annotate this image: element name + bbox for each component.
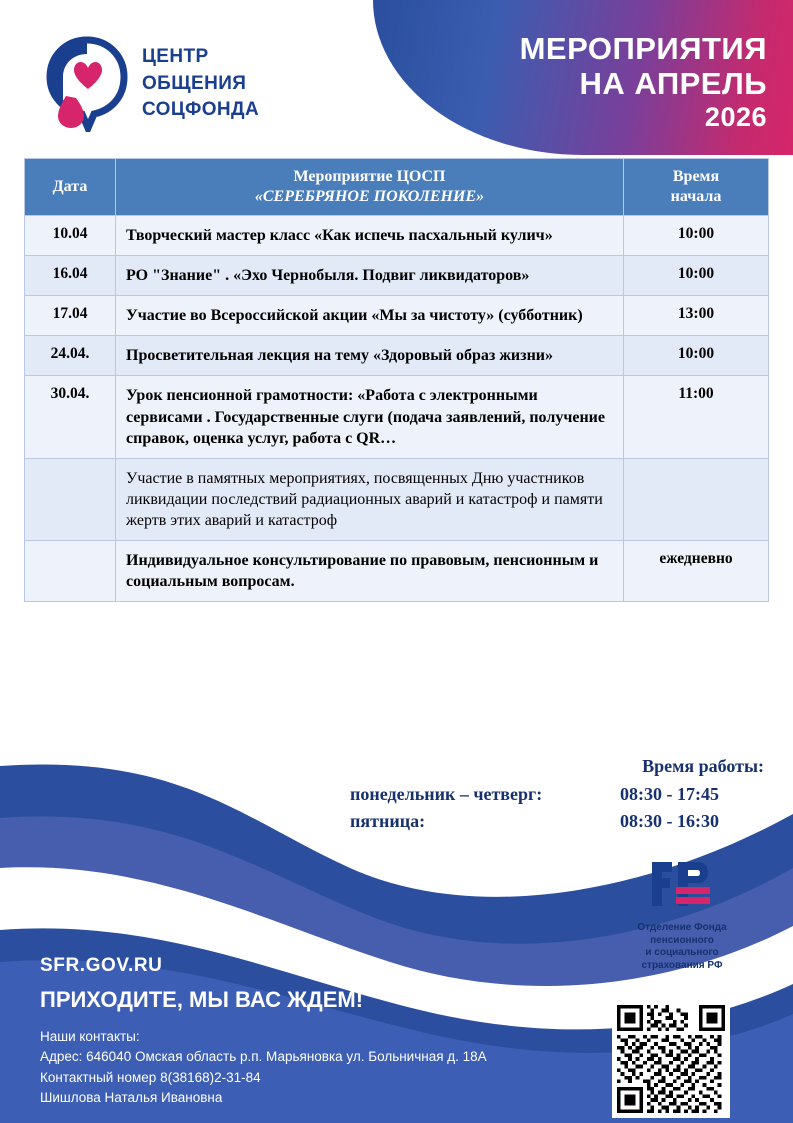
sfr-caption-line-2: пенсионного: [650, 934, 714, 946]
working-hours-row: [300, 784, 770, 805]
cell-event: Индивидуальное консультирование по правовым, пенсионным и социальным вопросам.: [116, 541, 624, 602]
center-communication-logo-icon: [44, 36, 130, 132]
table-header-row: [25, 159, 769, 216]
working-hours-row: [300, 811, 770, 832]
column-header-event-line-2: «СЕРЕБРЯНОЕ ПОКОЛЕНИЕ»: [254, 188, 485, 205]
column-header-event-line-1: Мероприятие ЦОСП: [293, 168, 446, 185]
cell-event: Участие в памятных мероприятиях, посвященных Дню участников ликвидации последствий радиационных аварий и катастроф и памяти жертв этих аварий и катастроф: [116, 458, 624, 540]
cell-event: РО "Знание" . «Эхо Чернобыля. Подвиг ликвидаторов»: [116, 256, 624, 296]
cell-time: 11:00: [624, 376, 769, 458]
contacts-title: Наши контакты:: [40, 1029, 140, 1044]
column-header-date: Дата: [25, 159, 116, 216]
working-hours-value: 08:30 - 17:45: [620, 784, 719, 804]
column-header-event: [116, 159, 624, 216]
column-header-time-line-1: Время: [672, 168, 720, 185]
contacts-person: Шишлова Наталья Ивановна: [40, 1089, 223, 1105]
cell-event: Просветительная лекция на тему «Здоровый образ жизни»: [116, 336, 624, 376]
website-url[interactable]: SFR.GOV.RU: [40, 955, 163, 976]
cell-date: [25, 458, 116, 540]
cell-event: Урок пенсионной грамотности: «Работа с электронными сервисами . Государственные слуги (подача заявлений, получение справок, оценка услуг, работа с QR…: [116, 376, 624, 458]
sfr-logo-icon: [646, 856, 712, 912]
page-title: [520, 32, 767, 133]
working-hours-value: 08:30 - 16:30: [620, 811, 719, 831]
working-hours-title: Время работы:: [642, 756, 764, 776]
cell-event: Творческий мастер класс «Как испечь пасхальный кулич»: [116, 216, 624, 256]
title-line-1: МЕРОПРИЯТИЯ: [519, 31, 767, 66]
cell-time: 10:00: [624, 216, 769, 256]
table-row: [25, 216, 769, 256]
cell-date: [25, 541, 116, 602]
cell-date: 10.04: [25, 216, 116, 256]
table-row: [25, 256, 769, 296]
cell-time: 13:00: [624, 296, 769, 336]
cell-date: 30.04.: [25, 376, 116, 458]
sfr-caption-line-3: и социального: [645, 947, 719, 958]
cell-time: 10:00: [624, 256, 769, 296]
column-header-time-line-2: начала: [670, 188, 722, 205]
working-hours-label: пятница:: [350, 811, 426, 831]
logo-line-3: СОЦФОНДА: [142, 99, 260, 121]
table-row: [25, 376, 769, 458]
logo-line-2: ОБЩЕНИЯ: [142, 72, 247, 94]
qr-code[interactable]: [612, 1000, 730, 1118]
cell-time: [624, 458, 769, 540]
logo: [44, 36, 259, 132]
slogan: ПРИХОДИТЕ, МЫ ВАС ЖДЕМ!: [40, 987, 364, 1012]
cell-date: 17.04: [25, 296, 116, 336]
events-table: [24, 158, 769, 602]
table-row: [25, 336, 769, 376]
title-line-2: НА АПРЕЛЬ: [579, 65, 767, 101]
sfr-caption-line-1: Отделение Фонда: [637, 922, 727, 933]
table-row: [25, 296, 769, 336]
column-header-time: [624, 159, 769, 216]
cell-event: Участие во Всероссийской акции «Мы за чистоту» (субботник): [116, 296, 624, 336]
table-body: [25, 216, 769, 602]
logo-line-1: ЦЕНТР: [142, 45, 209, 67]
title-line-3: 2026: [704, 102, 767, 133]
cell-time: 10:00: [624, 336, 769, 376]
sfr-caption-line-4: страхования РФ: [641, 959, 723, 971]
contacts-address: Адрес: 646040 Омская область р.п. Марьяновка ул. Больничная д. 18А: [40, 1049, 487, 1065]
cell-date: 24.04.: [25, 336, 116, 376]
table-row: [25, 541, 769, 602]
contacts-block: [40, 1027, 487, 1108]
cell-time: ежедневно: [624, 541, 769, 602]
cell-date: 16.04: [25, 256, 116, 296]
working-hours-label: понедельник – четверг:: [350, 784, 543, 804]
logo-text: [142, 44, 259, 125]
contacts-phone: Контактный номер 8(38168)2-31-84: [40, 1069, 261, 1085]
sfr-caption: [612, 922, 752, 972]
table-row: [25, 458, 769, 540]
working-hours: [300, 756, 770, 838]
